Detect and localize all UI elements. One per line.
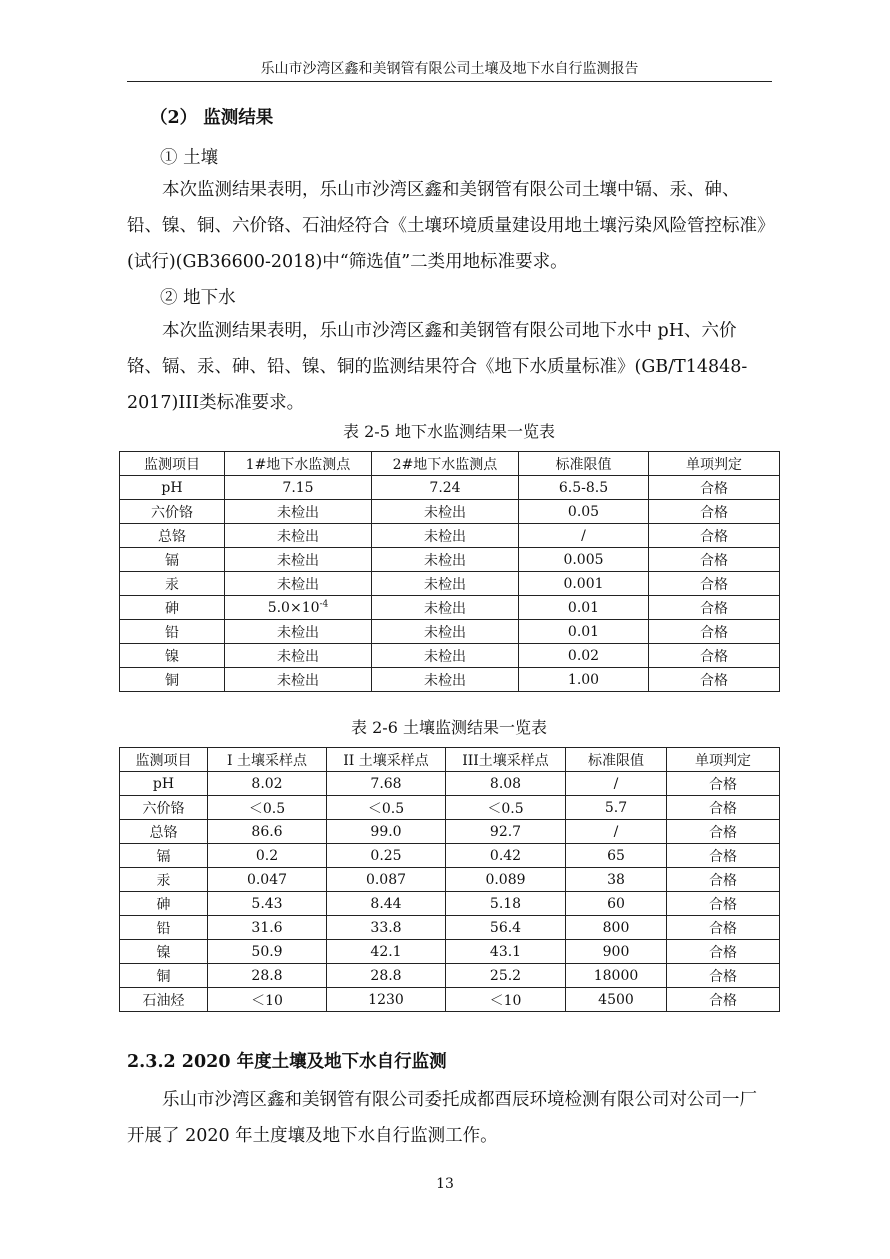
table-cell: pH bbox=[120, 476, 225, 500]
table-row bbox=[120, 820, 780, 844]
table-cell: 合格 bbox=[667, 988, 780, 1012]
table-cell: 7.24 bbox=[372, 476, 519, 500]
column-header: 2#地下水监测点 bbox=[372, 452, 519, 476]
column-header: 单项判定 bbox=[649, 452, 780, 476]
table-cell: 0.001 bbox=[519, 572, 649, 596]
table-cell: / bbox=[566, 772, 667, 796]
table-row bbox=[120, 524, 780, 548]
table-cell: 未检出 bbox=[225, 500, 372, 524]
table-cell: 0.2 bbox=[208, 844, 327, 868]
table-cell: 合格 bbox=[667, 844, 780, 868]
table-row bbox=[120, 476, 780, 500]
table-cell: 未检出 bbox=[225, 668, 372, 692]
table-cell: 0.01 bbox=[519, 620, 649, 644]
table-row bbox=[120, 988, 780, 1012]
table-cell: 合格 bbox=[667, 892, 780, 916]
table-cell: $5.0\times 10^{-4}$ bbox=[225, 596, 372, 620]
column-header: III土壤采样点 bbox=[446, 748, 566, 772]
groundwater-subheading: ② 地下水 bbox=[160, 288, 236, 308]
table-cell: 5.7 bbox=[566, 796, 667, 820]
table-cell: 42.1 bbox=[327, 940, 446, 964]
table-cell: 28.8 bbox=[208, 964, 327, 988]
table-row bbox=[120, 868, 780, 892]
table-cell: 镉 bbox=[120, 548, 225, 572]
table-cell: 5.43 bbox=[208, 892, 327, 916]
table-cell: 合格 bbox=[649, 668, 780, 692]
table-header-row bbox=[120, 748, 780, 772]
table-cell: / bbox=[566, 820, 667, 844]
table-cell: 0.25 bbox=[327, 844, 446, 868]
table-cell: 800 bbox=[566, 916, 667, 940]
table-row bbox=[120, 916, 780, 940]
table-cell: 900 bbox=[566, 940, 667, 964]
table-cell: 0.01 bbox=[519, 596, 649, 620]
exponent: -4 bbox=[319, 598, 329, 609]
table-cell: 合格 bbox=[667, 796, 780, 820]
table-cell: 0.089 bbox=[446, 868, 566, 892]
column-header: 1#地下水监测点 bbox=[225, 452, 372, 476]
table-cell: 4500 bbox=[566, 988, 667, 1012]
table-cell: 镉 bbox=[120, 844, 208, 868]
table-row bbox=[120, 500, 780, 524]
table-cell: 65 bbox=[566, 844, 667, 868]
table-cell: 铜 bbox=[120, 964, 208, 988]
table-cell: 镍 bbox=[120, 940, 208, 964]
table-cell: ＜10 bbox=[208, 988, 327, 1012]
table-row bbox=[120, 572, 780, 596]
column-header: 标准限值 bbox=[519, 452, 649, 476]
table-cell: 石油烃 bbox=[120, 988, 208, 1012]
table-row bbox=[120, 596, 780, 620]
running-header: 乐山市沙湾区鑫和美钢管有限公司土壤及地下水自行监测报告 bbox=[260, 61, 639, 77]
table-cell: 未检出 bbox=[225, 524, 372, 548]
column-header: 监测项目 bbox=[120, 748, 208, 772]
table-cell: 砷 bbox=[120, 596, 225, 620]
table-cell: 8.02 bbox=[208, 772, 327, 796]
table-cell: 未检出 bbox=[372, 524, 519, 548]
column-header: 标准限值 bbox=[566, 748, 667, 772]
table-cell: 总铬 bbox=[120, 820, 208, 844]
table-cell: ＜0.5 bbox=[208, 796, 327, 820]
column-header: II 土壤采样点 bbox=[327, 748, 446, 772]
table-cell: 50.9 bbox=[208, 940, 327, 964]
table-cell: 合格 bbox=[649, 476, 780, 500]
table-cell: 总铬 bbox=[120, 524, 225, 548]
table-cell: 56.4 bbox=[446, 916, 566, 940]
table-cell: 合格 bbox=[649, 548, 780, 572]
table-row bbox=[120, 668, 780, 692]
table-cell: 6.5-8.5 bbox=[519, 476, 649, 500]
table-row bbox=[120, 844, 780, 868]
table-cell: ＜0.5 bbox=[446, 796, 566, 820]
table-cell: 未检出 bbox=[372, 668, 519, 692]
table-cell: / bbox=[519, 524, 649, 548]
table-cell: 合格 bbox=[649, 500, 780, 524]
table-cell: 28.8 bbox=[327, 964, 446, 988]
groundwater-results-table bbox=[119, 451, 780, 692]
table-cell: 92.7 bbox=[446, 820, 566, 844]
table-cell: 六价铬 bbox=[120, 500, 225, 524]
column-header: I 土壤采样点 bbox=[208, 748, 327, 772]
table-cell: 33.8 bbox=[327, 916, 446, 940]
table-cell: 1.00 bbox=[519, 668, 649, 692]
header-rule bbox=[127, 81, 772, 82]
table-cell: 8.44 bbox=[327, 892, 446, 916]
table-2-5-caption: 表 2-5 地下水监测结果一览表 bbox=[343, 422, 555, 441]
table-cell: 合格 bbox=[649, 572, 780, 596]
table-cell: 5.18 bbox=[446, 892, 566, 916]
table-cell: 镍 bbox=[120, 644, 225, 668]
table-cell: ＜10 bbox=[446, 988, 566, 1012]
soil-results-table bbox=[119, 747, 780, 1012]
table-cell: 未检出 bbox=[372, 572, 519, 596]
table-2-6-caption: 表 2-6 土壤监测结果一览表 bbox=[351, 718, 547, 737]
table-cell: 汞 bbox=[120, 868, 208, 892]
table-cell: 31.6 bbox=[208, 916, 327, 940]
table-cell: 合格 bbox=[667, 964, 780, 988]
soil-subheading: ① 土壤 bbox=[160, 148, 219, 168]
table-cell: 六价铬 bbox=[120, 796, 208, 820]
table-cell: 未检出 bbox=[225, 644, 372, 668]
table-cell: 合格 bbox=[667, 940, 780, 964]
section-2-3-2-paragraph: 乐山市沙湾区鑫和美钢管有限公司委托成都酉辰环境检测有限公司对公司一厂开展了 2020 年土度壤及地下水自行监测工作。 bbox=[127, 1090, 757, 1146]
soil-paragraph: 本次监测结果表明，乐山市沙湾区鑫和美钢管有限公司土壤中镉、汞、砷、铅、镍、铜、六价铬、石油烃符合《土壤环境质量建设用地土壤污染风险管控标准》(试行)(GB36600-2018)中“筛选值”二类用地标准要求。 bbox=[127, 180, 766, 272]
table-row bbox=[120, 940, 780, 964]
table-cell: 合格 bbox=[649, 620, 780, 644]
table-cell: 0.047 bbox=[208, 868, 327, 892]
table-cell: 0.05 bbox=[519, 500, 649, 524]
groundwater-paragraph: 本次监测结果表明，乐山市沙湾区鑫和美钢管有限公司地下水中 pH、六价铬、镉、汞、砷、铅、镍、铜的监测结果符合《地下水质量标准》(GB/T14848-2017)III类标准要求。 bbox=[127, 321, 748, 413]
table-cell: 43.1 bbox=[446, 940, 566, 964]
table-cell: 铜 bbox=[120, 668, 225, 692]
results-heading: （2） 监测结果 bbox=[150, 108, 274, 128]
table-cell: 38 bbox=[566, 868, 667, 892]
table-cell: 未检出 bbox=[225, 548, 372, 572]
table-cell: 合格 bbox=[667, 868, 780, 892]
table-cell: 99.0 bbox=[327, 820, 446, 844]
table-cell: 合格 bbox=[667, 916, 780, 940]
table-cell: 未检出 bbox=[225, 572, 372, 596]
table-cell: 7.15 bbox=[225, 476, 372, 500]
table-header-row bbox=[120, 452, 780, 476]
table-cell: 1230 bbox=[327, 988, 446, 1012]
table-row bbox=[120, 644, 780, 668]
table-cell: 未检出 bbox=[372, 620, 519, 644]
table-cell: 合格 bbox=[649, 644, 780, 668]
table-cell: 18000 bbox=[566, 964, 667, 988]
table-cell: 25.2 bbox=[446, 964, 566, 988]
table-cell: 铅 bbox=[120, 916, 208, 940]
table-row bbox=[120, 772, 780, 796]
table-cell: 60 bbox=[566, 892, 667, 916]
table-cell: 7.68 bbox=[327, 772, 446, 796]
table-cell: 砷 bbox=[120, 892, 208, 916]
table-cell: 8.08 bbox=[446, 772, 566, 796]
table-cell: 合格 bbox=[667, 772, 780, 796]
page-number: 13 bbox=[436, 1176, 454, 1192]
table-cell: 未检出 bbox=[372, 596, 519, 620]
section-2-3-2-heading: 2.3.2 2020 年度土壤及地下水自行监测 bbox=[127, 1052, 447, 1072]
table-cell: 合格 bbox=[649, 596, 780, 620]
table-cell: 0.02 bbox=[519, 644, 649, 668]
table-cell: 未检出 bbox=[372, 500, 519, 524]
table-cell: 86.6 bbox=[208, 820, 327, 844]
table-cell: 铅 bbox=[120, 620, 225, 644]
column-header: 单项判定 bbox=[667, 748, 780, 772]
table-cell: 合格 bbox=[649, 524, 780, 548]
table-row bbox=[120, 964, 780, 988]
table-cell: 0.42 bbox=[446, 844, 566, 868]
table-row bbox=[120, 892, 780, 916]
table-cell: ＜0.5 bbox=[327, 796, 446, 820]
table-cell: 0.005 bbox=[519, 548, 649, 572]
table-cell: 未检出 bbox=[372, 548, 519, 572]
table-row bbox=[120, 548, 780, 572]
table-cell: pH bbox=[120, 772, 208, 796]
table-cell: 汞 bbox=[120, 572, 225, 596]
table-cell: 未检出 bbox=[225, 620, 372, 644]
column-header: 监测项目 bbox=[120, 452, 225, 476]
table-cell: 0.087 bbox=[327, 868, 446, 892]
table-row bbox=[120, 796, 780, 820]
table-cell: 未检出 bbox=[372, 644, 519, 668]
table-row bbox=[120, 620, 780, 644]
table-cell: 合格 bbox=[667, 820, 780, 844]
